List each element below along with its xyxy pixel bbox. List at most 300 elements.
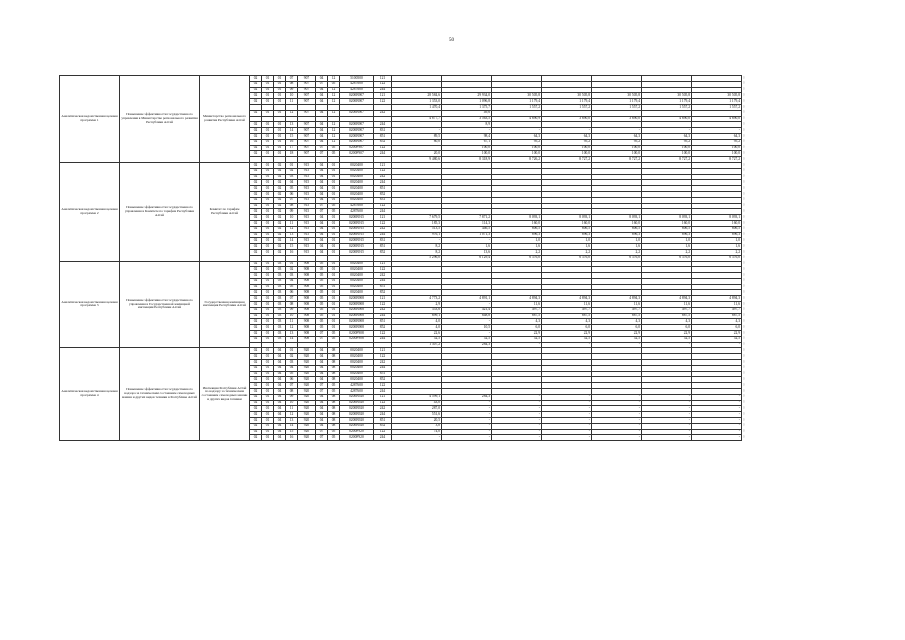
value-cell: 4,3: [542, 319, 592, 325]
code-cell: 4287600: [340, 87, 374, 93]
code-cell: 05: [328, 383, 340, 389]
code-cell: 01: [328, 197, 340, 203]
row-end-marker: ¤: [743, 382, 745, 387]
value-cell: 284,3: [442, 394, 492, 400]
code-cell: 0200F907: [340, 145, 374, 151]
value-cell: 6 376,0: [492, 255, 542, 261]
value-cell: 1,6: [642, 244, 692, 250]
code-cell: 01: [262, 151, 274, 157]
code-cell: 01: [262, 307, 274, 313]
value-cell: 606,5: [642, 226, 692, 232]
value-cell: -: [542, 128, 592, 134]
row-end-marker: ¤: [743, 365, 745, 370]
code-cell: 03: [274, 336, 286, 342]
code-cell: 01: [328, 238, 340, 244]
code-cell: 01: [262, 429, 274, 435]
code-cell: 03: [274, 319, 286, 325]
code-cell: 908: [298, 290, 316, 296]
value-cell: 497,7: [592, 307, 642, 313]
value-cell: 8 093,1: [492, 215, 542, 221]
code-cell: 02: [250, 307, 262, 313]
value-cell: 2,9: [392, 302, 442, 308]
code-cell: 01: [262, 209, 274, 215]
code-cell: 04: [274, 423, 286, 429]
code-cell: 0200B915: [340, 249, 374, 255]
code-cell: 02: [286, 168, 298, 174]
code-cell: 04: [316, 412, 328, 418]
code-cell: 0020400: [340, 377, 374, 383]
code-cell: 852: [374, 249, 392, 255]
code-cell: 01: [262, 133, 274, 139]
code-cell: 920: [298, 371, 316, 377]
code-cell: 244: [374, 87, 392, 93]
code-cell: 02: [250, 186, 262, 192]
code-cell: 03: [274, 313, 286, 319]
code-cell: 09: [286, 209, 298, 215]
code-cell: 04: [274, 354, 286, 360]
code-cell: 01: [262, 145, 274, 151]
code-cell: 01: [274, 93, 286, 99]
code-cell: 122: [374, 168, 392, 174]
code-cell: 12: [286, 110, 298, 116]
code-cell: 920: [298, 406, 316, 412]
code-cell: 01: [328, 261, 340, 267]
code-cell: 0200B915: [340, 238, 374, 244]
code-cell: 16: [286, 139, 298, 145]
code-cell: 0200B908: [340, 313, 374, 319]
code-cell: 01: [262, 191, 274, 197]
row-end-marker: ¤: [743, 232, 745, 237]
value-cell: 2,2: [692, 249, 742, 255]
code-cell: 244: [374, 435, 392, 441]
code-cell: 02: [250, 371, 262, 377]
value-cell: 4 894,3: [492, 296, 542, 302]
value-cell: -: [692, 342, 742, 348]
code-cell: 01: [262, 186, 274, 192]
code-cell: 04: [316, 174, 328, 180]
code-cell: 01: [328, 174, 340, 180]
code-cell: 0200F920: [340, 429, 374, 435]
value-cell: 1 179,4: [642, 99, 692, 105]
code-cell: 05: [316, 290, 328, 296]
value-cell: 100,0: [542, 151, 592, 157]
code-cell: 08: [328, 406, 340, 412]
code-cell: 244: [374, 122, 392, 128]
code-cell: 244: [374, 365, 392, 371]
row-end-marker: ¤: [743, 348, 745, 353]
code-cell: 02: [274, 226, 286, 232]
value-cell: 1,0: [642, 238, 692, 244]
code-cell: 852: [374, 377, 392, 383]
value-cell: -: [392, 128, 442, 134]
code-cell: 0200B907: [340, 93, 374, 99]
row-end-marker: ¤: [743, 411, 745, 416]
code-cell: 244: [374, 209, 392, 215]
value-cell: 64,3: [592, 133, 642, 139]
code-cell: 09: [286, 307, 298, 313]
code-cell: 01: [262, 302, 274, 308]
code-cell: 04: [316, 191, 328, 197]
code-cell: 02: [250, 406, 262, 412]
code-cell: 851: [374, 133, 392, 139]
code-cell: 0200B907: [340, 128, 374, 134]
code-cell: 122: [374, 354, 392, 360]
code-cell: 0020400: [340, 348, 374, 354]
value-cell: 4 690,9: [492, 116, 542, 122]
code-cell: 04: [316, 394, 328, 400]
value-cell: 1,6: [442, 244, 492, 250]
code-cell: 02: [250, 325, 262, 331]
value-cell: 30 505,8: [592, 93, 642, 99]
value-cell: 11,6: [592, 302, 642, 308]
code-cell: 15: [286, 429, 298, 435]
code-cell: 01: [328, 168, 340, 174]
code-cell: 02: [274, 186, 286, 192]
row-end-marker: ¤: [743, 179, 745, 184]
code-cell: 01: [286, 261, 298, 267]
code-cell: 01: [262, 168, 274, 174]
row-end-marker: ¤: [743, 75, 745, 80]
code-cell: 0200B907: [340, 122, 374, 128]
code-cell: 915: [298, 215, 316, 221]
code-cell: 908: [298, 267, 316, 273]
code-cell: 01: [262, 197, 274, 203]
value-cell: -: [492, 394, 542, 400]
value-cell: -: [442, 429, 492, 435]
row-end-marker: ¤: [743, 226, 745, 231]
code-cell: 10: [286, 215, 298, 221]
code-cell: 01: [262, 412, 274, 418]
value-cell: -: [492, 418, 542, 424]
value-cell: 887,5: [542, 313, 592, 319]
row-end-marker: ¤: [743, 336, 745, 341]
row-end-marker: ¤: [743, 208, 745, 213]
code-cell: 0020400: [340, 191, 374, 197]
code-cell: 05: [328, 81, 340, 87]
code-cell: 02: [250, 429, 262, 435]
value-cell: 6,0: [642, 325, 692, 331]
code-cell: 907: [298, 133, 316, 139]
value-cell: 513,5: [392, 226, 442, 232]
value-cell: 8 093,1: [542, 215, 592, 221]
value-cell: -: [692, 423, 742, 429]
value-cell: 2,2: [542, 249, 592, 255]
value-cell: 22,6: [392, 331, 442, 337]
value-cell: 6 129,4: [442, 255, 492, 261]
code-cell: 04: [274, 406, 286, 412]
code-cell: 02: [250, 331, 262, 337]
value-cell: -: [442, 406, 492, 412]
row-end-marker: ¤: [743, 92, 745, 97]
value-cell: 20,0: [392, 151, 442, 157]
code-cell: 121: [374, 76, 392, 82]
code-cell: 02: [250, 145, 262, 151]
code-cell: 08: [328, 394, 340, 400]
value-cell: -: [442, 331, 492, 337]
code-cell: 01: [262, 278, 274, 284]
value-cell: 4,0: [392, 319, 442, 325]
code-cell: 920: [298, 348, 316, 354]
code-cell: 02: [250, 162, 262, 168]
code-cell: 852: [374, 191, 392, 197]
code-cell: 02: [250, 302, 262, 308]
code-cell: 0020400: [340, 186, 374, 192]
row-end-marker: ¤: [743, 237, 745, 242]
value-cell: -: [592, 423, 642, 429]
value-cell: -: [542, 412, 592, 418]
value-cell: 353,6: [392, 307, 442, 313]
code-cell: 11: [286, 220, 298, 226]
code-cell: 05: [316, 313, 328, 319]
code-cell: 04: [316, 215, 328, 221]
code-cell: 01: [328, 180, 340, 186]
code-cell: 0020400: [340, 197, 374, 203]
code-cell: 04: [274, 377, 286, 383]
code-cell: 121: [374, 162, 392, 168]
value-cell: 4,3: [592, 319, 642, 325]
code-cell: 04: [286, 278, 298, 284]
code-cell: 01: [262, 261, 274, 267]
code-cell: 05: [328, 429, 340, 435]
code-cell: 0020400: [340, 290, 374, 296]
code-cell: 852: [374, 139, 392, 145]
row-end-marker: ¤: [743, 255, 745, 260]
code-cell: 915: [298, 174, 316, 180]
code-cell: 04: [316, 354, 328, 360]
row-end-marker: ¤: [743, 342, 745, 347]
code-cell: 121: [374, 394, 392, 400]
code-cell: 02: [274, 180, 286, 186]
code-cell: 02: [250, 348, 262, 354]
code-cell: 01: [328, 226, 340, 232]
code-cell: 01: [262, 284, 274, 290]
code-cell: 01: [262, 273, 274, 279]
value-cell: 100,0: [492, 145, 542, 151]
code-cell: 04: [274, 383, 286, 389]
value-cell: -: [592, 400, 642, 406]
code-cell: 01: [328, 244, 340, 250]
code-cell: 04: [274, 371, 286, 377]
value-cell: -: [542, 429, 592, 435]
code-cell: 242: [374, 307, 392, 313]
code-cell: 15: [286, 133, 298, 139]
code-cell: 02: [250, 238, 262, 244]
row-end-marker: ¤: [743, 307, 745, 312]
code-cell: 242: [374, 406, 392, 412]
code-cell: 01: [262, 81, 274, 87]
code-cell: 0200B920: [340, 394, 374, 400]
code-cell: 10: [286, 400, 298, 406]
value-cell: -: [492, 400, 542, 406]
code-cell: 244: [374, 389, 392, 395]
code-cell: 920: [298, 354, 316, 360]
code-cell: 121: [374, 348, 392, 354]
row-end-marker: ¤: [743, 319, 745, 324]
code-cell: 12: [328, 87, 340, 93]
code-cell: 02: [250, 226, 262, 232]
value-cell: 89,5: [392, 133, 442, 139]
row-end-marker: ¤: [743, 284, 745, 289]
value-cell: 8 727,2: [542, 157, 592, 163]
code-cell: 13: [286, 331, 298, 337]
code-cell: 02: [250, 383, 262, 389]
row-end-marker: ¤: [743, 353, 745, 358]
value-cell: 2,2: [492, 249, 542, 255]
code-cell: 01: [262, 313, 274, 319]
value-cell: 11,6: [492, 302, 542, 308]
code-cell: 01: [262, 400, 274, 406]
row-end-marker: ¤: [743, 371, 745, 376]
code-cell: 06: [286, 377, 298, 383]
value-cell: 896,3: [642, 232, 692, 238]
value-cell: 1 557,2: [492, 104, 542, 110]
code-cell: 0020400: [340, 371, 374, 377]
value-cell: -: [442, 238, 492, 244]
code-cell: 01: [328, 319, 340, 325]
code-cell: 01: [328, 215, 340, 221]
value-cell: 4 690,0: [692, 116, 742, 122]
code-cell: 05: [328, 203, 340, 209]
row-end-marker: ¤: [743, 261, 745, 266]
code-cell: 04: [316, 197, 328, 203]
row-end-marker: ¤: [743, 406, 745, 411]
code-cell: 01: [328, 278, 340, 284]
row-end-marker: ¤: [743, 243, 745, 248]
value-cell: 64,3: [642, 133, 692, 139]
code-cell: 122: [374, 145, 392, 151]
value-cell: 446,5: [442, 226, 492, 232]
code-cell: 04: [274, 412, 286, 418]
code-cell: 851: [374, 371, 392, 377]
code-cell: 920: [298, 429, 316, 435]
value-cell: 497,7: [692, 307, 742, 313]
value-cell: 8,2: [392, 249, 442, 255]
code-cell: 0020400: [340, 180, 374, 186]
code-cell: 02: [274, 244, 286, 250]
value-cell: 52,5: [442, 336, 492, 342]
code-cell: 01: [262, 331, 274, 337]
code-cell: 01: [328, 302, 340, 308]
value-cell: 4 894,3: [642, 296, 692, 302]
row-end-marker: ¤: [743, 435, 745, 439]
code-cell: 04: [274, 360, 286, 366]
code-cell: 01: [262, 319, 274, 325]
code-cell: 03: [274, 278, 286, 284]
value-cell: 4,3: [642, 319, 692, 325]
code-cell: 01: [262, 215, 274, 221]
value-cell: 606,5: [542, 226, 592, 232]
code-cell: 04: [274, 389, 286, 395]
value-cell: 6 376,0: [592, 255, 642, 261]
code-cell: 01: [328, 273, 340, 279]
code-cell: 04: [316, 365, 328, 371]
code-cell: 02: [250, 203, 262, 209]
value-cell: 160,0: [642, 220, 692, 226]
code-cell: 851: [374, 418, 392, 424]
value-cell: 80,0: [392, 139, 442, 145]
code-cell: 08: [286, 203, 298, 209]
code-cell: 01: [328, 284, 340, 290]
code-cell: 08: [328, 423, 340, 429]
value-cell: 100,0: [642, 151, 692, 157]
value-cell: -: [542, 423, 592, 429]
code-cell: 04: [274, 400, 286, 406]
value-cell: -: [642, 394, 692, 400]
code-cell: 0200F907: [340, 151, 374, 157]
code-cell: 0200F920: [340, 435, 374, 441]
code-cell: 01: [262, 220, 274, 226]
code-cell: 01: [262, 354, 274, 360]
value-cell: -: [442, 418, 492, 424]
goal-cell: Повышение эффективности государственного управления в Комитете по тарифам Республики Алтай: [120, 162, 200, 261]
code-cell: 01: [328, 290, 340, 296]
value-cell: 4 690,0: [642, 116, 692, 122]
code-cell: 07: [316, 151, 328, 157]
code-cell: 02: [250, 267, 262, 273]
code-cell: 04: [316, 423, 328, 429]
code-cell: 03: [274, 284, 286, 290]
code-cell: 02: [250, 354, 262, 360]
code-cell: 02: [250, 215, 262, 221]
code-cell: 12: [328, 99, 340, 105]
code-cell: 915: [298, 226, 316, 232]
value-cell: 100,0: [592, 151, 642, 157]
value-cell: -: [492, 435, 542, 441]
value-cell: 100,0: [542, 145, 592, 151]
code-cell: 13: [286, 232, 298, 238]
value-cell: 160,0: [492, 220, 542, 226]
code-cell: 01: [274, 133, 286, 139]
value-cell: 52,5: [492, 336, 542, 342]
value-cell: 1,6: [492, 244, 542, 250]
code-cell: 04: [274, 394, 286, 400]
code-cell: 02: [274, 220, 286, 226]
value-cell: -: [692, 412, 742, 418]
code-cell: 14: [286, 238, 298, 244]
code-cell: 915: [298, 209, 316, 215]
row-end-marker: ¤: [743, 133, 745, 138]
code-cell: 907: [298, 99, 316, 105]
code-cell: 908: [298, 331, 316, 337]
value-cell: 8 727,2: [692, 157, 742, 163]
value-cell: 3,0: [392, 423, 442, 429]
value-cell: 3 563,5: [442, 116, 492, 122]
code-cell: 915: [298, 162, 316, 168]
value-cell: -: [692, 418, 742, 424]
code-cell: 02: [286, 354, 298, 360]
code-cell: 02: [250, 168, 262, 174]
code-cell: 244: [374, 336, 392, 342]
code-cell: 02: [274, 215, 286, 221]
code-cell: 05: [286, 284, 298, 290]
value-cell: 2,2: [642, 249, 692, 255]
code-cell: 0200B915: [340, 220, 374, 226]
code-cell: 02: [250, 319, 262, 325]
code-cell: 0020400: [340, 168, 374, 174]
value-cell: 887,5: [592, 313, 642, 319]
row-end-marker: ¤: [743, 116, 745, 121]
value-cell: -: [442, 412, 492, 418]
code-cell: 02: [274, 197, 286, 203]
code-cell: 122: [374, 267, 392, 273]
code-cell: 908: [298, 302, 316, 308]
code-cell: 122: [374, 203, 392, 209]
row-end-marker: ¤: [743, 417, 745, 422]
row-end-marker: ¤: [743, 266, 745, 271]
value-cell: -: [692, 394, 742, 400]
code-cell: 242: [374, 110, 392, 116]
value-cell: -: [642, 423, 692, 429]
